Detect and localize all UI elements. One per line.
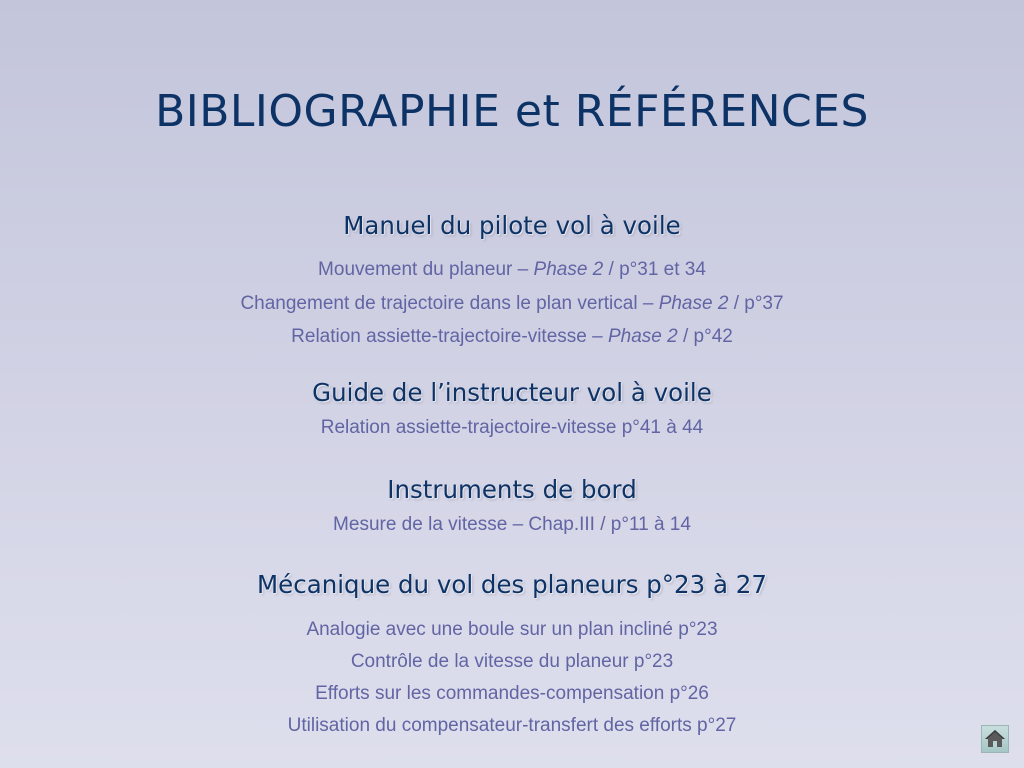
section-heading: Manuel du pilote vol à voile bbox=[343, 211, 681, 240]
section-instruments-bord bbox=[0, 475, 1024, 542]
home-button[interactable] bbox=[981, 725, 1009, 753]
reference-text: Changement de trajectoire dans le plan vertical – bbox=[240, 292, 659, 314]
reference-phase: Phase 2 bbox=[607, 326, 678, 347]
reference-line bbox=[0, 710, 1024, 742]
section-manuel-pilote bbox=[0, 211, 1024, 354]
section-heading: Instruments de bord bbox=[387, 475, 637, 504]
section-mecanique-vol bbox=[0, 570, 1024, 742]
reference-phase: Phase 2 bbox=[533, 259, 604, 280]
reference-text: Mesure de la vitesse – Chap.III / p°11 à 14 bbox=[333, 514, 691, 535]
section-heading: Mécanique du vol des planeurs p°23 à 27 bbox=[257, 570, 767, 599]
reference-text: Utilisation du compensateur-transfert des efforts p°27 bbox=[287, 715, 737, 736]
reference-line bbox=[0, 411, 1024, 445]
reference-page: / p°42 bbox=[677, 326, 733, 347]
reference-line bbox=[0, 287, 1024, 321]
reference-page: / p°37 bbox=[728, 292, 784, 314]
reference-line bbox=[0, 320, 1024, 354]
reference-text: Efforts sur les commandes-compensation p°26 bbox=[315, 683, 709, 704]
reference-line bbox=[0, 646, 1024, 678]
reference-line bbox=[0, 508, 1024, 542]
section-heading: Guide de l’instructeur vol à voile bbox=[312, 378, 712, 407]
section-guide-instructeur bbox=[0, 378, 1024, 445]
home-icon bbox=[982, 726, 1008, 752]
reference-phase: Phase 2 bbox=[658, 292, 729, 314]
reference-text: Mouvement du planeur – bbox=[318, 259, 534, 280]
reference-line bbox=[0, 253, 1024, 287]
reference-line bbox=[0, 614, 1024, 646]
reference-text: Analogie avec une boule sur un plan incliné p°23 bbox=[306, 619, 718, 640]
slide-title: BIBLIOGRAPHIE et RÉFÉRENCES bbox=[155, 86, 869, 137]
reference-text: Relation assiette-trajectoire-vitesse – bbox=[291, 326, 608, 347]
reference-text: Relation assiette-trajectoire-vitesse p°41 à 44 bbox=[320, 417, 704, 438]
reference-page: / p°31 et 34 bbox=[603, 259, 706, 280]
reference-line bbox=[0, 678, 1024, 710]
reference-text: Contrôle de la vitesse du planeur p°23 bbox=[350, 651, 674, 672]
